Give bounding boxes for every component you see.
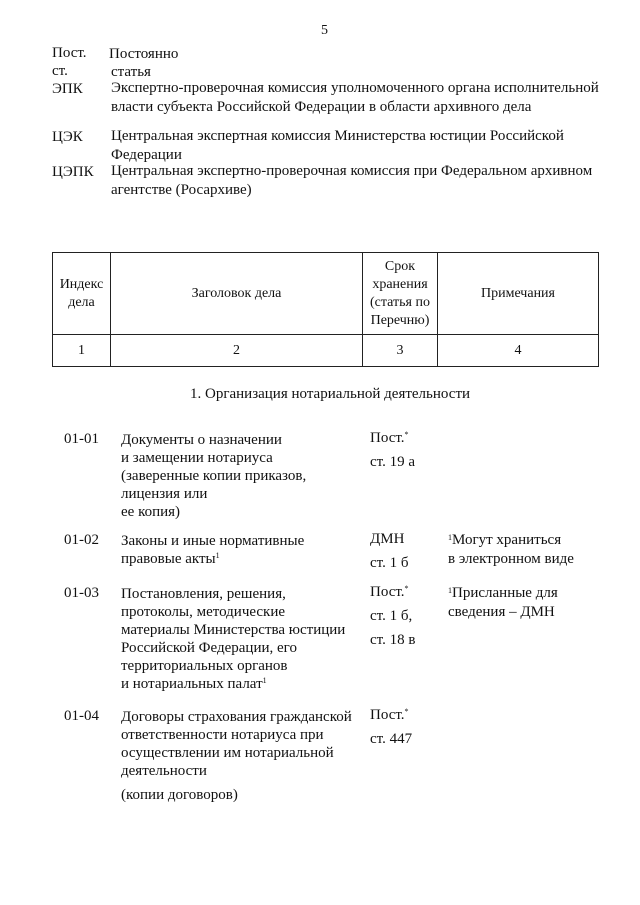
abbr-key: ЦЭПК	[52, 164, 94, 180]
column-header-table	[52, 252, 599, 367]
row-index: 01-01	[64, 431, 99, 447]
abbr-key: ЦЭК	[52, 129, 83, 145]
row-index: 01-02	[64, 532, 99, 548]
header-number: 4	[438, 335, 599, 367]
header-number: 3	[363, 335, 438, 367]
row-term: ДМН ст. 1 б	[370, 531, 409, 571]
abbr-value: Экспертно-проверочная комиссия уполномоченного органа исполнительной власти субъекта Российской Федерации в области архивного дела	[111, 80, 599, 115]
header-cell-notes: Примечания	[438, 253, 599, 335]
abbr-key: Пост.	[52, 45, 87, 61]
header-cell-index: Индекс дела	[53, 253, 111, 335]
abbr-value: статья	[111, 64, 151, 80]
header-number: 2	[111, 335, 363, 367]
row-term: Пост.* ст. 19 а	[370, 430, 415, 470]
row-note: $^1$Могут храниться в электронном виде	[448, 532, 574, 567]
row-index: 01-04	[64, 708, 99, 724]
abbr-value: Центральная экспертно-проверочная комиссия при Федеральном архивном агентстве (Росархиве)	[111, 163, 593, 198]
header-cell-term: Срок хранения (статья по Перечню)	[363, 253, 438, 335]
row-title: Документы о назначении и замещении нотариуса (заверенные копии приказов, лицензия или ее копия)	[121, 432, 307, 520]
abbr-value: Центральная экспертная комиссия Министерства юстиции Российской Федерации	[111, 128, 564, 163]
row-note: $^1$Присланные для сведения – ДМН	[448, 585, 558, 620]
row-title: Постановления, решения, протоколы, методические материалы Министерства юстиции Российской Федерации, его территориальных органов и нотариальных палат$^1$	[121, 586, 346, 692]
header-cell-title: Заголовок дела	[111, 253, 363, 335]
row-title: Законы и иные нормативные правовые акты$^1$	[121, 533, 305, 567]
row-term: Пост.* ст. 447	[370, 707, 413, 747]
abbr-key: ст.	[52, 63, 68, 79]
row-title: Договоры страхования гражданской ответственности нотариуса при осуществлении им нотариальной деятельности (копии договоров)	[121, 709, 352, 803]
row-term: Пост.* ст. 1 б, ст. 18 в	[370, 584, 416, 648]
page-number: 5	[321, 23, 328, 38]
section-title: 1. Организация нотариальной деятельности	[190, 386, 471, 402]
abbr-value: Постоянно	[109, 46, 179, 62]
row-index: 01-03	[64, 585, 99, 601]
header-number: 1	[53, 335, 111, 367]
abbr-key: ЭПК	[52, 81, 83, 97]
